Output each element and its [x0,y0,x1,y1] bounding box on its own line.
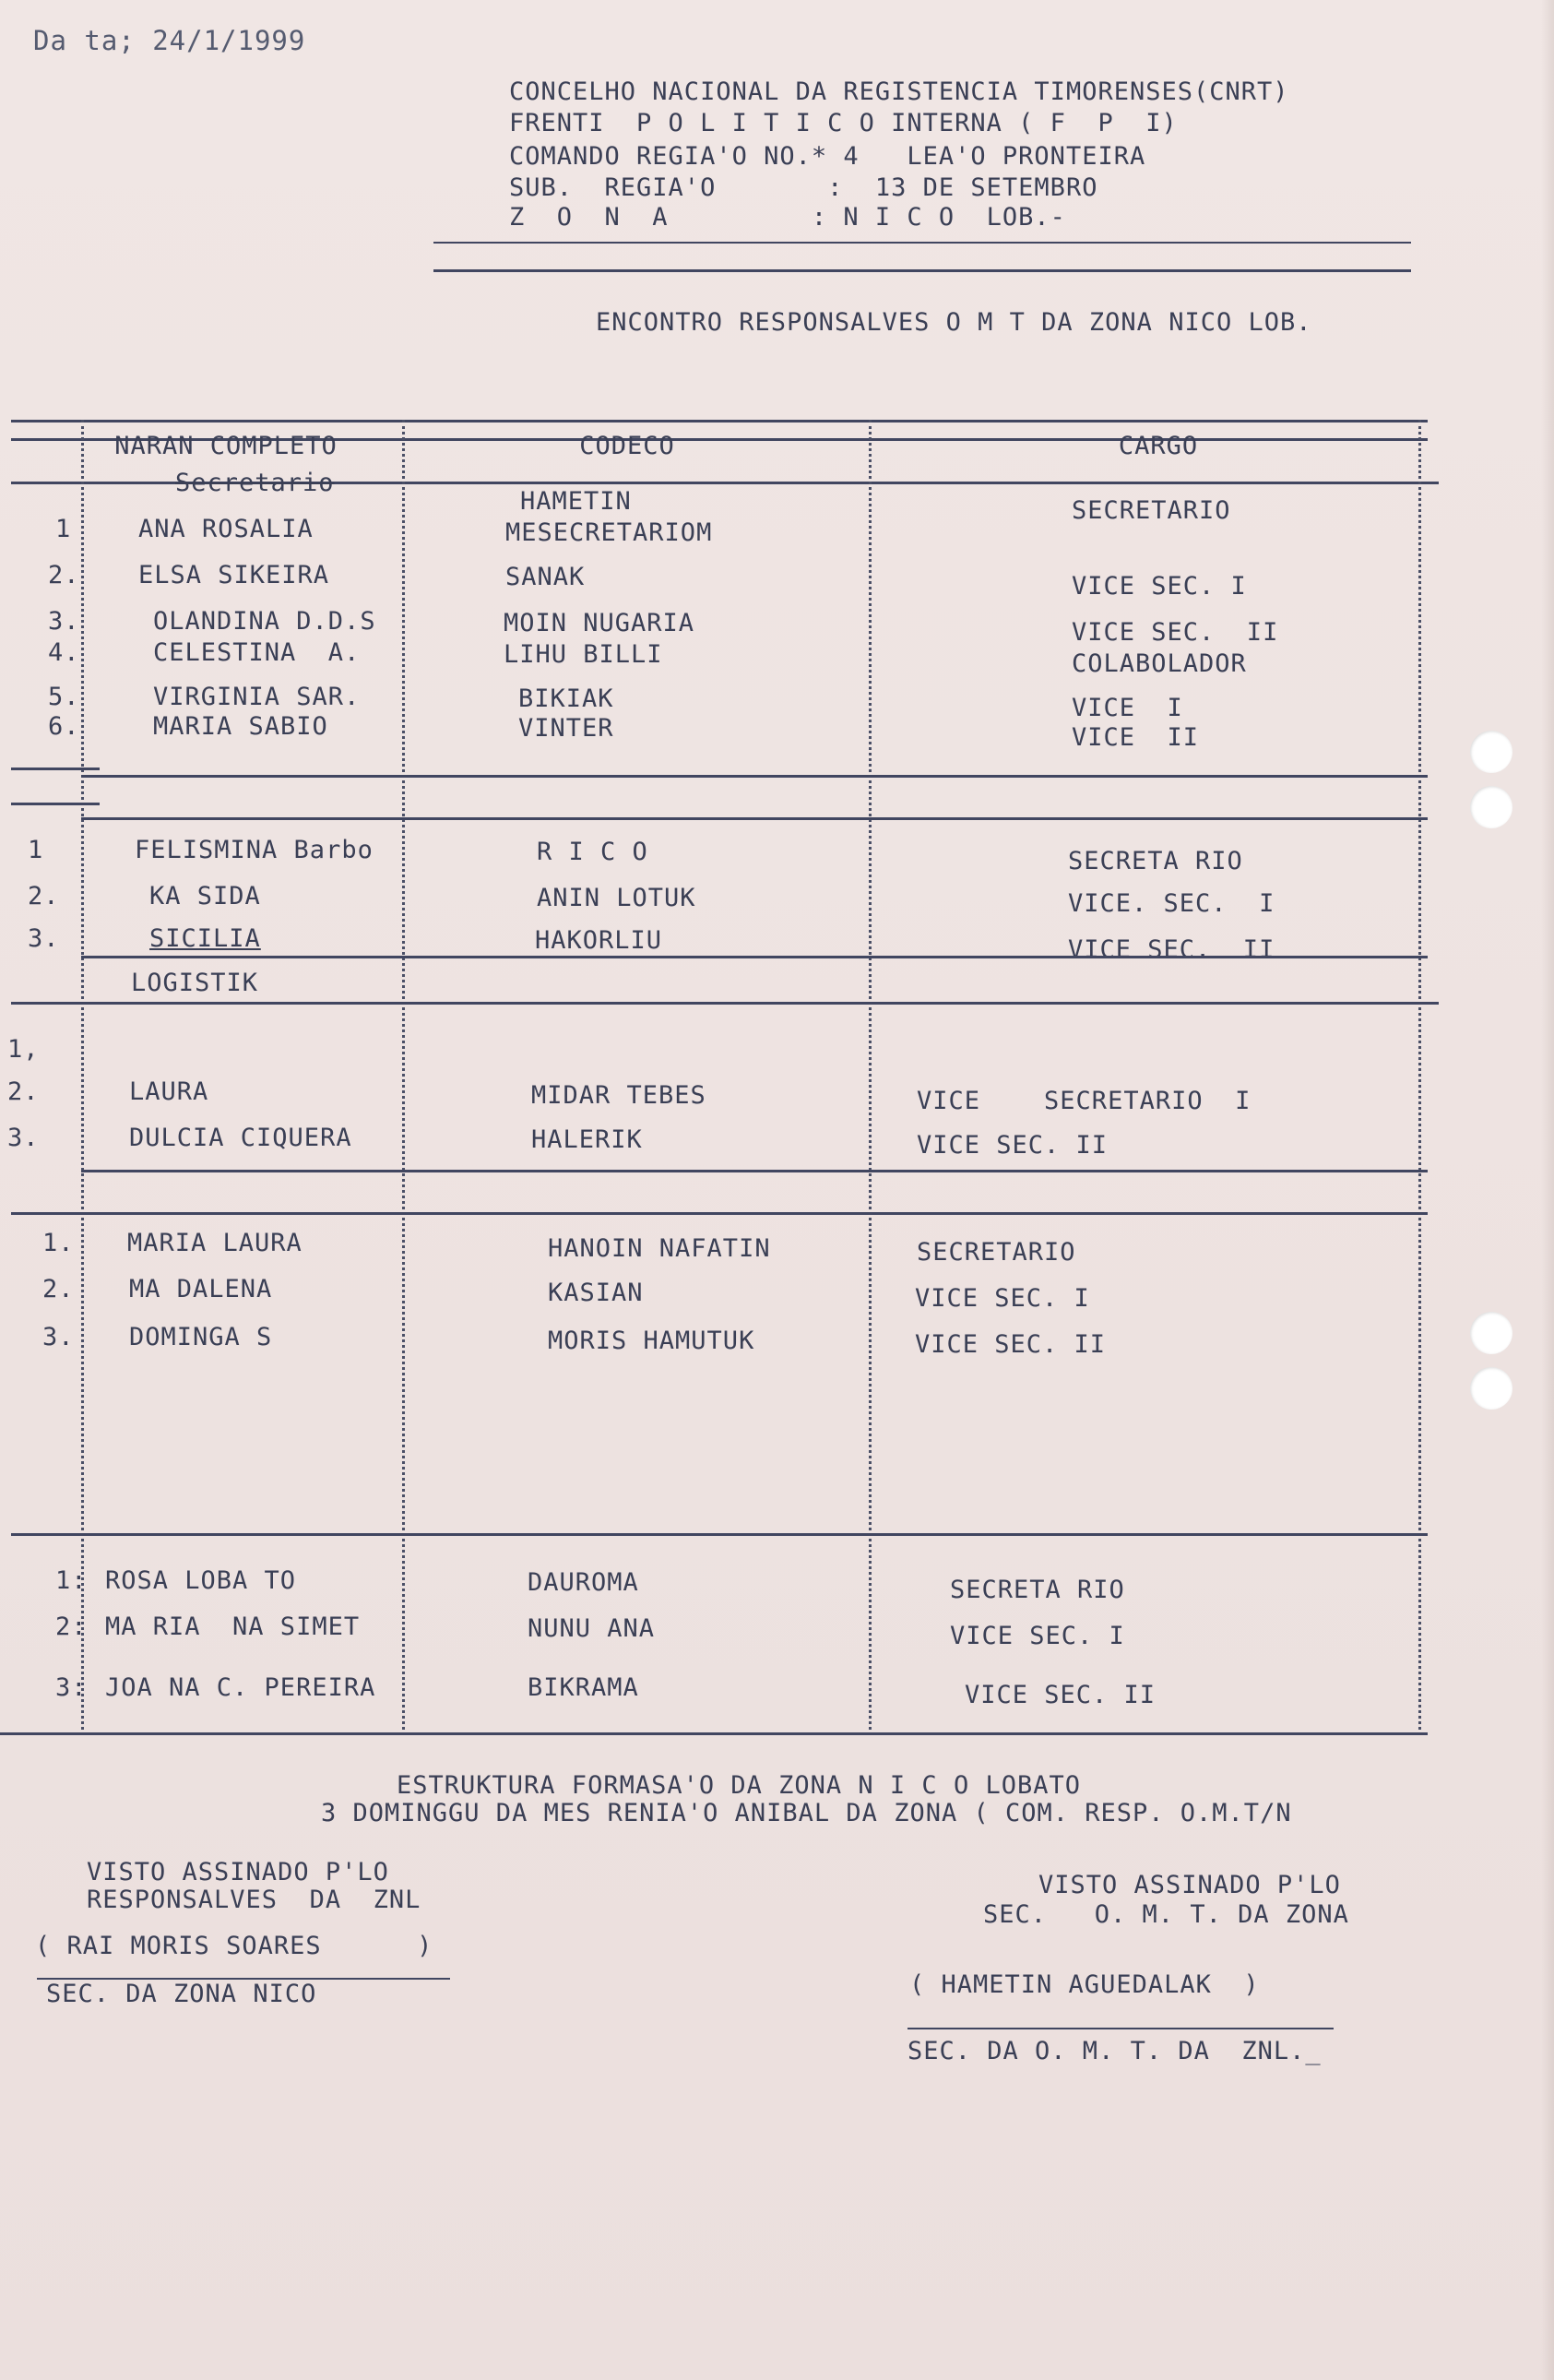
section-label-logistik: LOGISTIK [131,969,259,997]
row-naran: ANA ROSALIA [138,515,314,543]
row-naran: FELISMINA Barbo [135,836,374,864]
row-naran: MA RIA NA SIMET [105,1612,361,1641]
signature-right-line-2: SEC. O. M. T. DA ZONA [983,1900,1349,1929]
page-edge-shadow [1541,0,1554,2380]
row-number: 2. [42,1275,75,1303]
row-number: 3: [55,1673,88,1702]
document-date: Da ta; 24/1/1999 [33,25,306,56]
row-codeco: HAKORLIU [535,926,663,955]
document-subtitle: ENCONTRO RESPONSALVES O M T DA ZONA NICO LOB. [596,308,1312,337]
row-naran: ELSA SIKEIRA [138,561,330,589]
row-cargo: VICE II [1072,723,1200,752]
row-cargo: VICE SEC. I [1072,572,1247,601]
row-codeco: NUNU ANA [528,1614,656,1643]
row-number: 1 [55,515,72,543]
row-cargo: SECRETARIO [1072,496,1231,525]
row-naran: DULCIA CIQUERA [129,1124,352,1152]
row-number: 1 [28,836,44,864]
row-cargo: VICE SEC. II [917,1131,1109,1160]
struck-note: Secretario [175,469,335,497]
column-divider-cargo [1418,420,1421,1735]
row-number: 3. [48,607,80,636]
column-header-cargo: CARGO [1118,432,1199,460]
group-divider-2a [81,956,1428,958]
row-naran: LAURA [129,1077,209,1106]
row-number: 2: [55,1612,88,1641]
row-number: 4. [48,638,80,667]
row-number: 3. [42,1323,75,1351]
row-codeco: DAUROMA [528,1568,639,1597]
row-codeco: BIKRAMA [528,1673,639,1702]
signature-right-rule [907,2028,1334,2029]
header-line-4: SUB. REGIA'O : 13 DE SETEMBRO [509,173,1098,202]
row-codeco: KASIAN [548,1279,644,1307]
row-cargo: VICE SEC. I [950,1622,1125,1650]
header-line-5: Z O N A : N I C O LOB.- [509,203,1066,232]
row-codeco: MOIN NUGARIA [504,609,695,637]
row-codeco: R I C O [537,838,648,866]
row-cargo: SECRETA RIO [1068,847,1243,875]
row-naran: SICILIA [149,924,261,953]
header-line-3: COMANDO REGIA'O NO.* 4 LEA'O PRONTEIRA [509,142,1146,171]
group-divider-1a [11,768,100,770]
group-divider-1b [11,803,100,805]
row-number: 3. [28,924,60,953]
group-divider-2b [11,1002,1439,1005]
signature-left-name: ( RAI MORIS SOARES ) [35,1932,433,1960]
row-number: 2. [48,561,80,589]
row-codeco: MORIS HAMUTUK [548,1327,755,1355]
row-naran: ROSA LOBA TO [105,1566,297,1595]
row-codeco: MIDAR TEBES [531,1081,706,1110]
row-naran: VIRGINIA SAR. [153,683,361,711]
row-cargo: VICE SECRETARIO I [917,1087,1252,1115]
row-naran: CELESTINA A. [153,638,361,667]
binder-hole-3 [1470,1312,1512,1354]
binder-hole-2 [1470,786,1512,828]
column-divider-codeco [869,420,872,1735]
group-divider-3a [81,1170,1428,1172]
group-divider-1d [81,817,1428,820]
row-number: 1: [55,1566,88,1595]
row-cargo: VICE SEC. II [1072,618,1279,647]
row-number: 5. [48,683,80,711]
column-header-codeco: CODECO [579,432,675,460]
row-naran: MA DALENA [129,1275,273,1303]
header-line-2: FRENTI P O L I T I C O INTERNA ( F P I) [509,109,1178,137]
row-number: 3. [7,1124,40,1152]
group-divider-3b [11,1212,1428,1215]
signature-left-line-2: RESPONSALVES DA ZNL [87,1886,421,1914]
row-naran: MARIA SABIO [153,712,328,741]
signature-right-line-1: VISTO ASSINADO P'LO [1038,1871,1341,1899]
row-cargo: VICE SEC. II [1068,935,1275,964]
row-naran: OLANDINA D.D.S [153,607,376,636]
binder-hole-4 [1470,1367,1512,1410]
row-codeco-overtyped: MESECRETARIOM [505,518,713,547]
header-underline-1 [433,242,1411,244]
row-number: 1, [7,1035,40,1064]
signature-right-role: SEC. DA O. M. T. DA ZNL._ [907,2037,1322,2065]
row-cargo: VICE. SEC. I [1068,889,1275,918]
row-number: 6. [48,712,80,741]
table-bottom-border [0,1732,1428,1735]
row-codeco: HAMETIN [520,487,632,516]
row-codeco: BIKIAK [518,684,614,713]
row-cargo: VICE SEC. II [915,1330,1107,1359]
row-cargo: VICE SEC. I [915,1284,1090,1313]
group-divider-1c [81,775,1428,778]
row-cargo: VICE I [1072,694,1183,722]
row-codeco: ANIN LOTUK [537,884,696,912]
row-cargo: SECRETARIO [917,1238,1076,1267]
row-naran: DOMINGA S [129,1323,273,1351]
footer-line-2: 3 DOMINGGU DA MES RENIA'O ANIBAL DA ZONA ( COM. RESP. O.M.T/N [321,1799,1292,1827]
row-cargo: COLABOLADOR [1072,649,1247,678]
row-number: 2. [7,1077,40,1106]
row-naran: JOA NA C. PEREIRA [105,1673,376,1702]
table-top-border [11,420,1428,422]
column-header-naran: NARAN COMPLETO [114,432,338,460]
row-codeco: SANAK [505,563,586,591]
footer-line-1: ESTRUKTURA FORMASA'O DA ZONA N I C O LOBATO [397,1771,1081,1800]
row-codeco: HANOIN NAFATIN [548,1234,771,1263]
header-underline-2 [433,269,1411,272]
row-codeco: VINTER [518,714,614,743]
row-codeco: LIHU BILLI [504,640,663,669]
column-divider-naran [402,420,405,1735]
signature-left-role: SEC. DA ZONA NICO [46,1980,317,2008]
column-divider-num [81,420,84,1735]
binder-hole-1 [1470,731,1512,773]
header-line-1: CONCELHO NACIONAL DA REGISTENCIA TIMORENSES(CNRT) [509,77,1289,106]
row-number: 2. [28,882,60,910]
row-cargo: VICE SEC. II [965,1681,1157,1709]
row-naran: KA SIDA [149,882,261,910]
row-number: 1. [42,1229,75,1257]
signature-right-name: ( HAMETIN AGUEDALAK ) [909,1970,1260,1999]
group-divider-4a [11,1533,1428,1536]
signature-left-line-1: VISTO ASSINADO P'LO [87,1858,389,1886]
row-codeco: HALERIK [531,1125,643,1154]
row-cargo: SECRETA RIO [950,1576,1125,1604]
row-naran: MARIA LAURA [127,1229,302,1257]
